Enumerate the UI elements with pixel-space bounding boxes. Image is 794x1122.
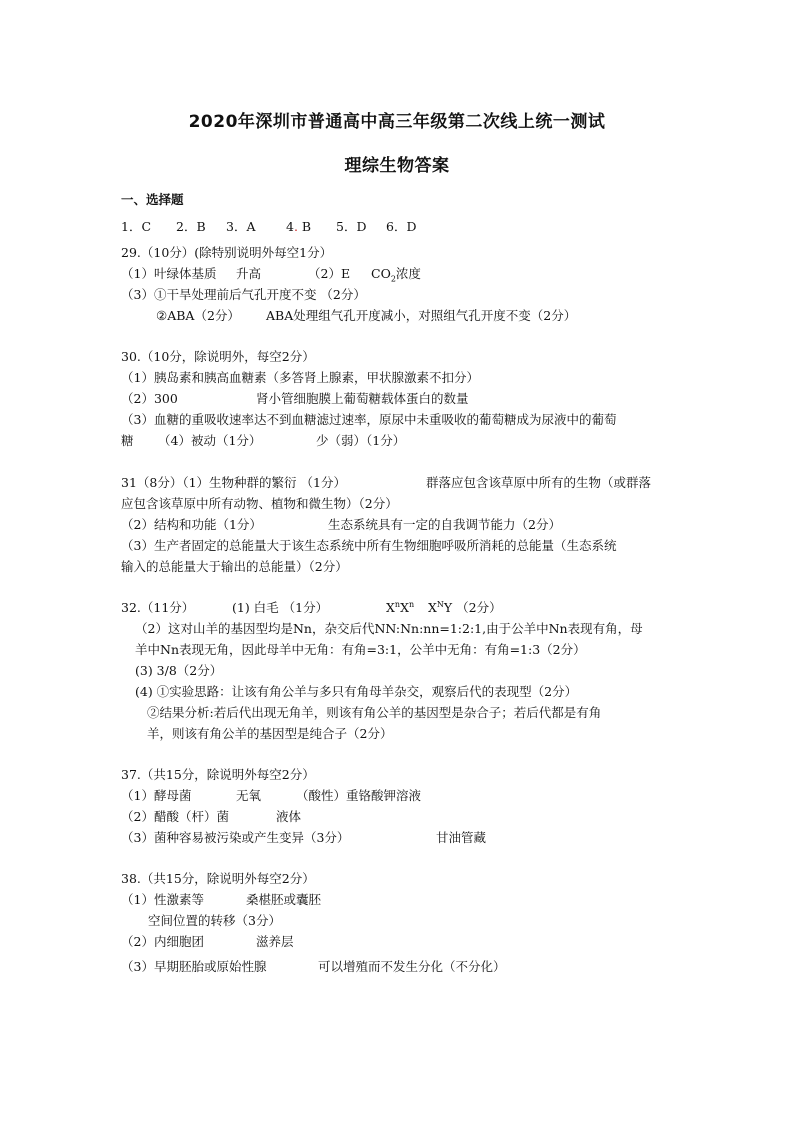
q29-heading: 29.（10分）(除特别说明外每空1分） [121, 245, 333, 260]
q32-heading-b: (1) 白毛 （1分） [232, 600, 329, 615]
q32-genotype-female: $X^nX^n$ [386, 599, 415, 615]
q31-line1-b: 群落应包含该草原中所有的生物（或群落 [426, 475, 652, 490]
q29-line3-b: ABA处理组气孔开度减小，对照组气孔开度不变（2分） [266, 308, 577, 323]
q30-heading: 30.（10分，除说明外，每空2分） [121, 349, 315, 364]
q37-line1-b: 无氧 [236, 788, 262, 803]
section-heading-mcq: 一、选择题 [121, 192, 184, 207]
q31-line1-a: 31（8分）（1）生物种群的繁衍 （1分） [121, 475, 346, 490]
q29-line1-a: （1）叶绿体基质 [121, 266, 217, 281]
mcq-answer-4-red-dot: . [293, 219, 298, 234]
q32-genotype-male: $X^NY$ （2分） [428, 599, 502, 615]
q32-heading-a: 32.（11分） [121, 600, 195, 615]
mcq-answer-3: 3．A [226, 219, 256, 234]
q29-line2: （3）①干旱处理前后气孔开度不变 （2分） [121, 287, 366, 302]
page-title: 2020年深圳市普通高中高三年级第二次线上统一测试 [188, 112, 606, 132]
q38-line4-b: 可以增殖而不发生分化（不分化） [318, 959, 506, 974]
q37-line3-a: （3）菌种容易被污染或产生变异（3分） [121, 830, 350, 845]
q31-line3-b: 生态系统具有一定的自我调节能力（2分） [328, 517, 561, 532]
q30-line3: （3）血糖的重吸收速率达不到血糖滤过速率，原尿中未重吸收的葡萄糖成为尿液中的葡萄 [121, 412, 617, 427]
q32-line1: （2）这对山羊的基因型均是Nn，杂交后代NN:Nn:nn=1:2:1,由于公羊中Nn表现有角，母 [135, 621, 643, 636]
q38-line1-b: 桑椹胚或囊胚 [246, 892, 322, 907]
mcq-answer-2: 2．B [176, 219, 206, 234]
q37-heading: 37.（共15分，除说明外每空2分） [121, 767, 315, 782]
q30-line1: （1）胰岛素和胰高血糖素（多答肾上腺素，甲状腺激素不扣分） [121, 370, 479, 385]
q37-line1-c: （酸性）重铬酸钾溶液 [296, 788, 422, 803]
q29-line1-c: （2）E [308, 266, 351, 281]
q30-line2-b: 肾小管细胞膜上葡萄糖载体蛋白的数量 [256, 391, 469, 406]
q32-line3: (3) 3/8（2分） [135, 663, 223, 678]
q37-line2-b: 液体 [276, 809, 302, 824]
q32-line5: ②结果分析:若后代出现无角羊，则该有角公羊的基因型是杂合子；若后代都是有角 [147, 705, 602, 720]
q30-line4-a: 糖 [121, 433, 134, 448]
q38-line2: 空间位置的转移（3分） [148, 913, 281, 928]
q37-line1-a: （1）酵母菌 [121, 788, 192, 803]
q38-line3-a: （2）内细胞团 [121, 934, 204, 949]
q29-line3-a: ②ABA（2分） [156, 308, 240, 323]
q38-line4-a: （3）早期胚胎或原始性腺 [121, 959, 267, 974]
q30-line2-a: （2）300 [121, 391, 178, 406]
q32-line6: 羊，则该有角公羊的基因型是纯合子（2分） [147, 726, 393, 741]
q38-line1-a: （1）性激素等 [121, 892, 204, 907]
q31-line5: 输入的总能量大于输出的总能量）（2分） [121, 559, 348, 574]
q30-line4-b: （4）被动（1分） [158, 433, 262, 448]
q32-line4: (4) ①实验思路：让该有角公羊与多只有角母羊杂交，观察后代的表现型（2分） [135, 684, 578, 699]
q31-line2: 应包含该草原中所有动物、植物和微生物）（2分） [121, 496, 398, 511]
q31-line4: （3）生产者固定的总能量大于该生态系统中所有生物细胞呼吸所消耗的总能量（生态系统 [121, 538, 617, 553]
q31-line3-a: （2）结构和功能（1分） [121, 517, 262, 532]
q37-line2-a: （2）醋酸（杆）菌 [121, 809, 229, 824]
q37-line3-b: 甘油管藏 [436, 830, 487, 845]
mcq-answer-4: 4. B [286, 219, 312, 234]
mcq-answer-6: 6．D [386, 219, 417, 234]
page-subtitle: 理综生物答案 [344, 156, 450, 176]
mcq-answer-5: 5．D [336, 219, 367, 234]
mcq-answer-1: 1．C [121, 219, 152, 234]
q32-line2: 羊中Nn表现无角，因此母羊中无角：有角=3:1，公羊中无角：有角=1:3（2分） [135, 642, 586, 657]
q29-line1-d: $CO_2$浓度 [371, 266, 421, 284]
q30-line4-c: 少（弱）（1分） [316, 433, 406, 448]
q29-line1-b: 升高 [236, 266, 262, 281]
q38-line3-b: 滋养层 [256, 934, 294, 949]
q38-heading: 38.（共15分，除说明外每空2分） [121, 871, 315, 886]
